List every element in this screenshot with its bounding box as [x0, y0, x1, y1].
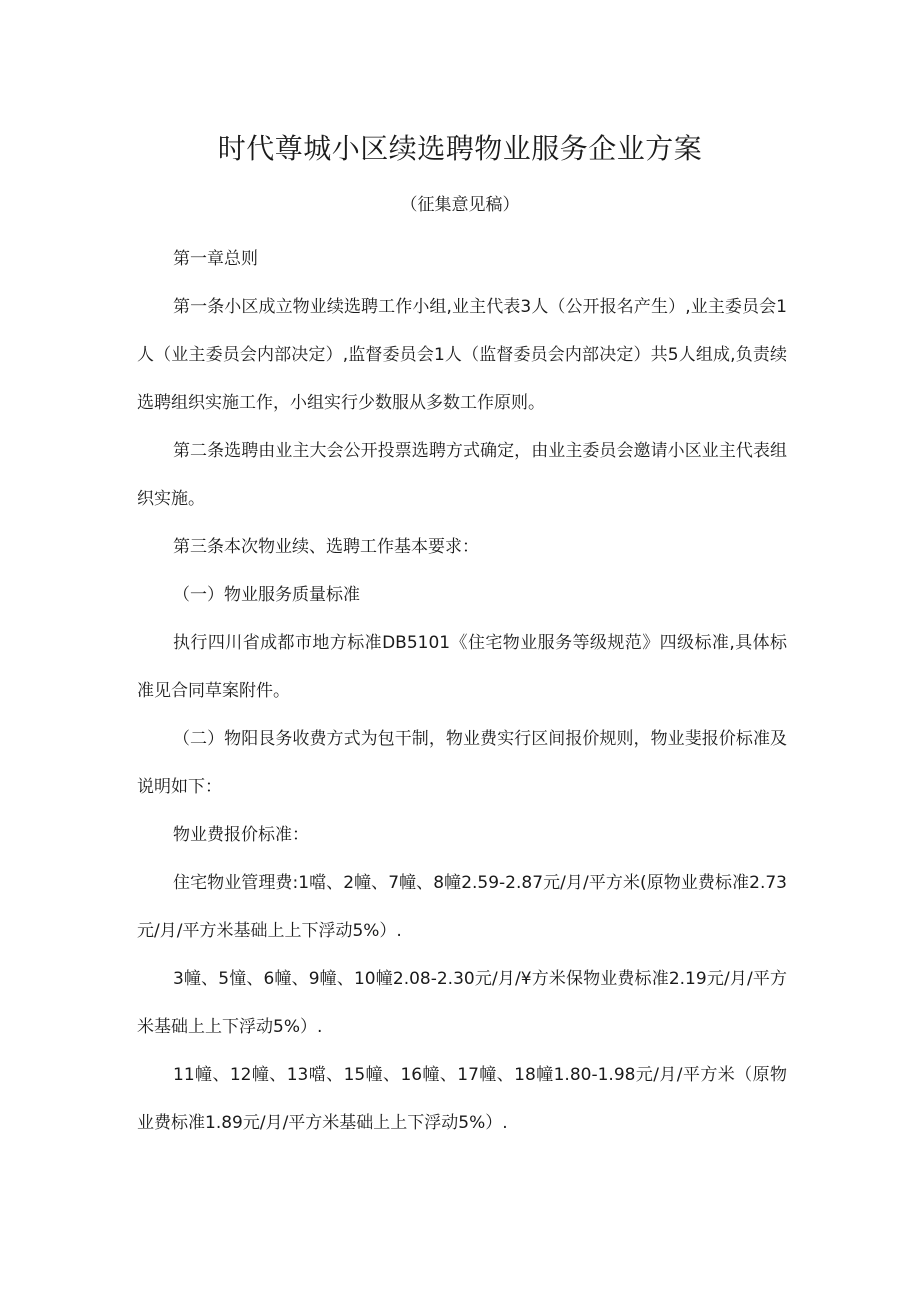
- fee-heading: 物业费报价标准：: [173, 825, 309, 845]
- section-2-body: （二）物阳艮务收费方式为包干制，物业费实行区间报价规则，物业斐报价标准及说明如下：: [137, 729, 787, 797]
- section-1-body: 执行四川省成都市地方标准DB5101《住宅物业服务等级规范》四级标准,具体标准见合同草案附件。: [137, 633, 787, 701]
- fee-item-3: 11幢、12幢、13噹、15幢、16幢、17幢、18幢1.80-1.98元/月/平方米（原物业费标准1.89元/月/平方米基础上上下浮动5%）.: [137, 1065, 787, 1133]
- article-2: 第二条选聘由业主大会公开投票选聘方式确定，由业主委员会邀请小区业主代表组织实施。: [137, 441, 787, 509]
- fee-item-1: 住宅物业管理费:1噹、2幢、7幢、8幢2.59-2.87元/月/平方米(原物业费标准2.73元/月/平方米基础上上下浮动5%）.: [137, 873, 787, 941]
- chapter-heading: 第一章总则: [173, 249, 258, 269]
- section-1-heading: （一）物业服务质量标准: [173, 585, 360, 605]
- article-1: 第一条小区成立物业续选聘工作小组,业主代表3人（公开报名产生）,业主委员会1人（业主委员会内部决定）,监督委员会1人（监督委员会内部决定）共5人组成,负责续选聘组织实施工作，小组实行少数服从多数工作原则。: [137, 297, 787, 413]
- fee-item-2: 3幢、5憧、6幢、9幢、10幢2.08-2.30元/月/¥方米保物业费标准2.19元/月/平方米基础上上下浮动5%）.: [137, 969, 787, 1037]
- article-3: 第三条本次物业续、选聘工作基本要求：: [173, 537, 479, 557]
- document-title: 时代尊城小区续选聘物业服务企业方案: [217, 132, 703, 165]
- document-subtitle: （征集意见稿）: [400, 195, 520, 215]
